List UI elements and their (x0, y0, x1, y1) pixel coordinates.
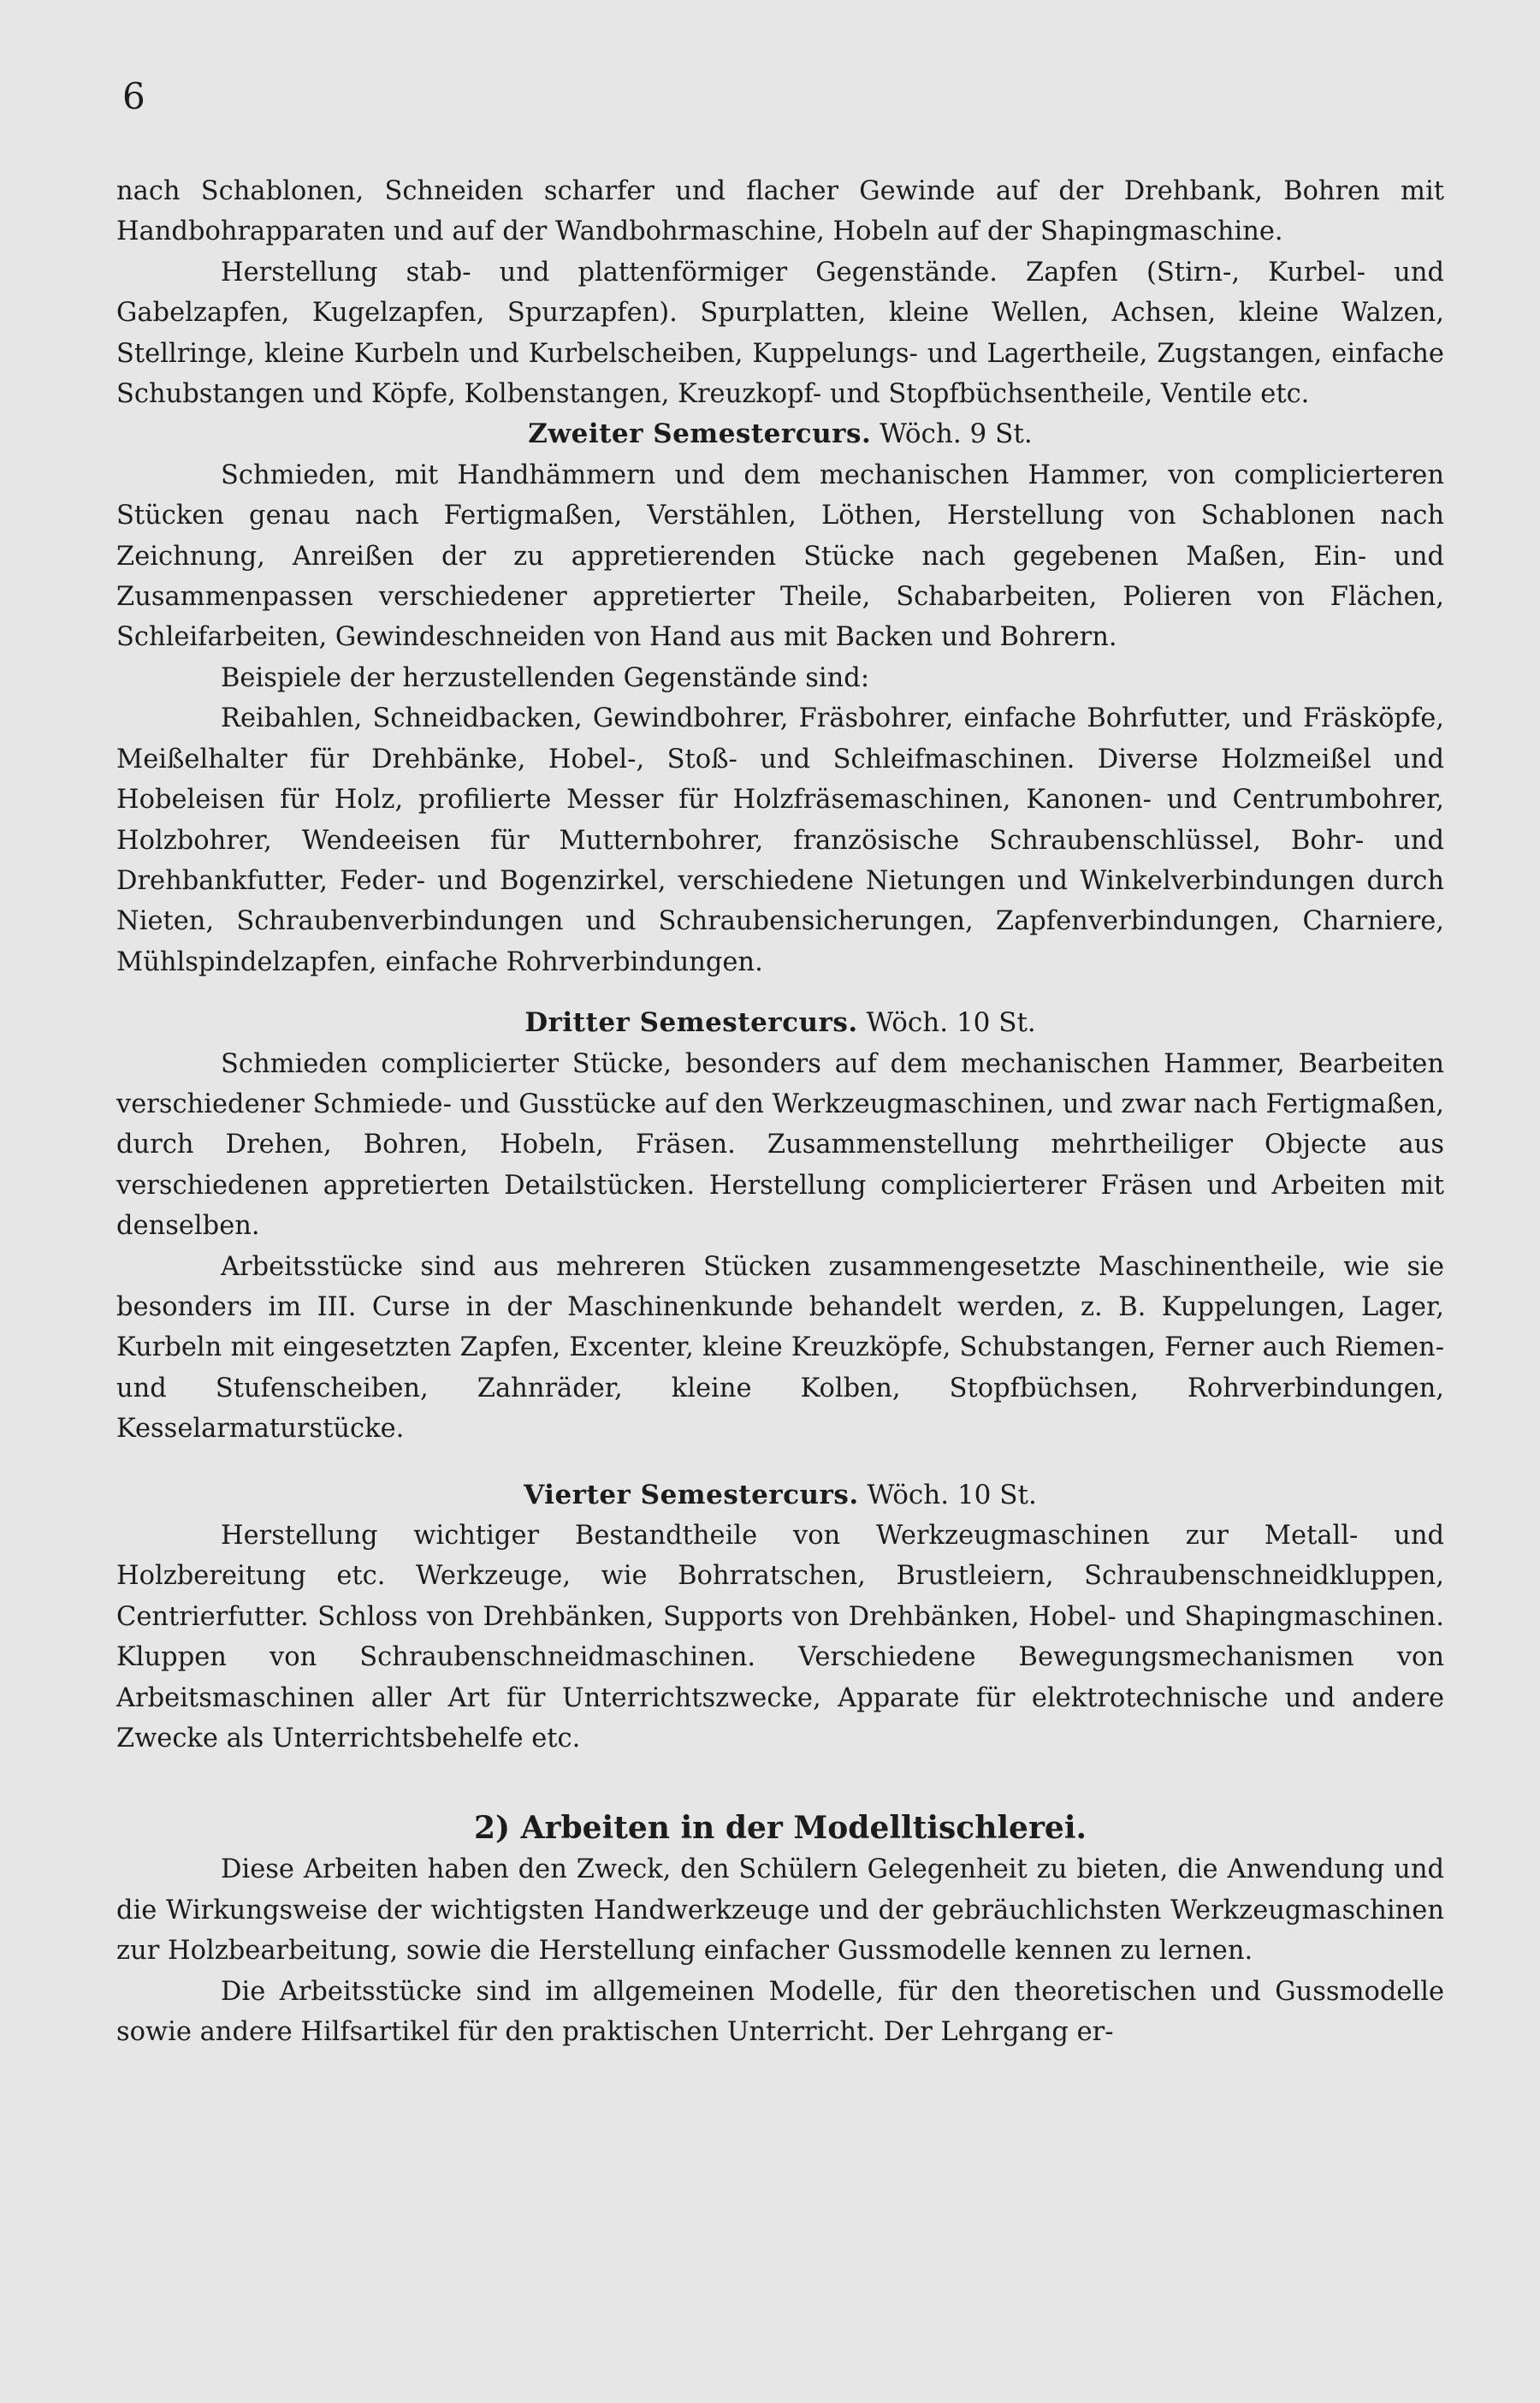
paragraph: Herstellung stab- und plattenförmiger Gegenstände. Zapfen (Stirn-, Kurbel- und Gabelzapfen, Kugelzapfen, Spurzapfen). Spurplatten, kleine Wellen, Achsen, kleine Walzen, Stellringe, kleine Kurbeln und Kurbelscheiben, Kuppelungs- und Lagertheile, Zugstangen, einfache Schubstangen und Köpfe, Kolbenstangen, Kreuzkopf- und Stopfbüchsentheile, Ventile etc. (116, 257, 1444, 410)
paragraph: Diese Arbeiten haben den Zweck, den Schülern Gelegenheit zu bieten, die Anwendung und die Wirkungsweise der wichtigsten Handwerkzeuge und der gebräuchlichsten Werkzeugmaschinen zur Holzbearbeitung, sowie die Herstellung einfacher Gussmodelle kennen zu lernen. (116, 1854, 1444, 1967)
paragraph: nach Schablonen, Schneiden scharfer und flacher Gewinde auf der Drehbank, Bohren mit Handbohrapparaten und auf der Wandbohrmaschine, Hobeln auf der Shapingmaschine. (116, 176, 1444, 247)
paragraph: Reibahlen, Schneidbacken, Gewindbohrer, Fräsbohrer, einfache Bohrfutter, und Fräsköpfe, Meißelhalter für Drehbänke, Hobel-, Stoß- und Schleifmaschinen. Diverse Holzmeißel und Hobeleisen für Holz, profilierte Messer für Holzfräsemaschinen, Kanonen- und Centrumbohrer, Holzbohrer, Wendeeisen für Mutternbohrer, französische Schraubenschlüssel, Bohr- und Drehbankfutter, Feder- und Bogenzirkel, verschiedene Nietungen und Winkelverbindungen durch Nieten, Schraubenverbindungen und Schraubensicherungen, Zapfenverbindungen, Charniere, Mühlspindelzapfen, einfache Rohrverbindungen. (116, 703, 1444, 977)
spacer (116, 1759, 1444, 1807)
semester-hours: Wöch. 10 St. (866, 1007, 1036, 1039)
paragraph: Beispiele der herzustellenden Gegenstände sind: (221, 662, 870, 693)
semester-hours: Wöch. 9 St. (880, 418, 1033, 450)
spacer (116, 1450, 1444, 1475)
spacer (116, 982, 1444, 1003)
page-content (116, 171, 1444, 2052)
semester-hours: Wöch. 10 St. (867, 1479, 1037, 1510)
semester-heading-second (116, 414, 1444, 454)
paragraph: Arbeitsstücke sind aus mehreren Stücken zusammengesetzte Maschinentheile, wie sie besonders im III. Curse in der Maschinenkunde behandelt werden, z. B. Kuppelungen, Lager, Kurbeln mit eingesetzten Zapfen, Excenter, kleine Kreuzköpfe, Schubstangen, Ferner auch Riemen- und Stufenscheiben, Zahnräder, kleine Kolben, Stopfbüchsen, Rohrverbindungen, Kesselarmaturstücke. (116, 1251, 1444, 1445)
paragraph: Schmieden, mit Handhämmern und dem mechanischen Hammer, von complicierteren Stücken genau nach Fertigmaßen, Verstählen, Löthen, Herstellung von Schablonen nach Zeichnung, Anreißen der zu appretierenden Stücke nach gegebenen Maßen, Ein- und Zusammenpassen verschiedener appretierter Theile, Schabarbeiten, Polieren von Flächen, Schleifarbeiten, Gewindeschneiden von Hand aus mit Backen und Bohrern. (116, 460, 1444, 653)
semester-title: Zweiter Semestercurs. (528, 418, 872, 450)
paragraph: Schmieden complicierter Stücke, besonders auf dem mechanischen Hammer, Bearbeiten verschiedener Schmiede- und Gusstücke auf den Werkzeugmaschinen, und zwar nach Fertigmaßen, durch Drehen, Bohren, Hobeln, Fräsen. Zusammenstellung mehrtheiliger Objecte aus verschiedenen appretierten Detailstücken. Herstellung complicierterer Fräsen und Arbeiten mit denselben. (116, 1048, 1444, 1242)
semester-title: Dritter Semestercurs. (524, 1007, 858, 1039)
paragraph: Herstellung wichtiger Bestandtheile von Werkzeugmaschinen zur Metall- und Holzbereitung etc. Werkzeuge, wie Bohrratschen, Brustleiern, Schraubenschneidkluppen, Centrierfutter. Schloss von Drehbänken, Supports von Drehbänken, Hobel- und Shapingmaschinen. Kluppen von Schraubenschneidmaschinen. Verschiedene Bewegungsmechanismen von Arbeitsmaschinen aller Art für Unterrichtszwecke, Apparate für elektrotechnische und andere Zwecke als Unterrichtsbehelfe etc. (116, 1521, 1444, 1754)
semester-heading-third (116, 1003, 1444, 1043)
semester-heading-fourth (116, 1475, 1444, 1516)
semester-title: Vierter Semestercurs. (524, 1479, 859, 1510)
page-number: 6 (122, 75, 145, 117)
paragraph: Die Arbeitsstücke sind im allgemeinen Modelle, für den theoretischen und Gussmodelle sowie andere Hilfsartikel für den praktischen Unterricht. Der Lehrgang er- (116, 1976, 1444, 2048)
section-heading: 2) Arbeiten in der Modelltischlerei. (473, 1810, 1087, 1847)
